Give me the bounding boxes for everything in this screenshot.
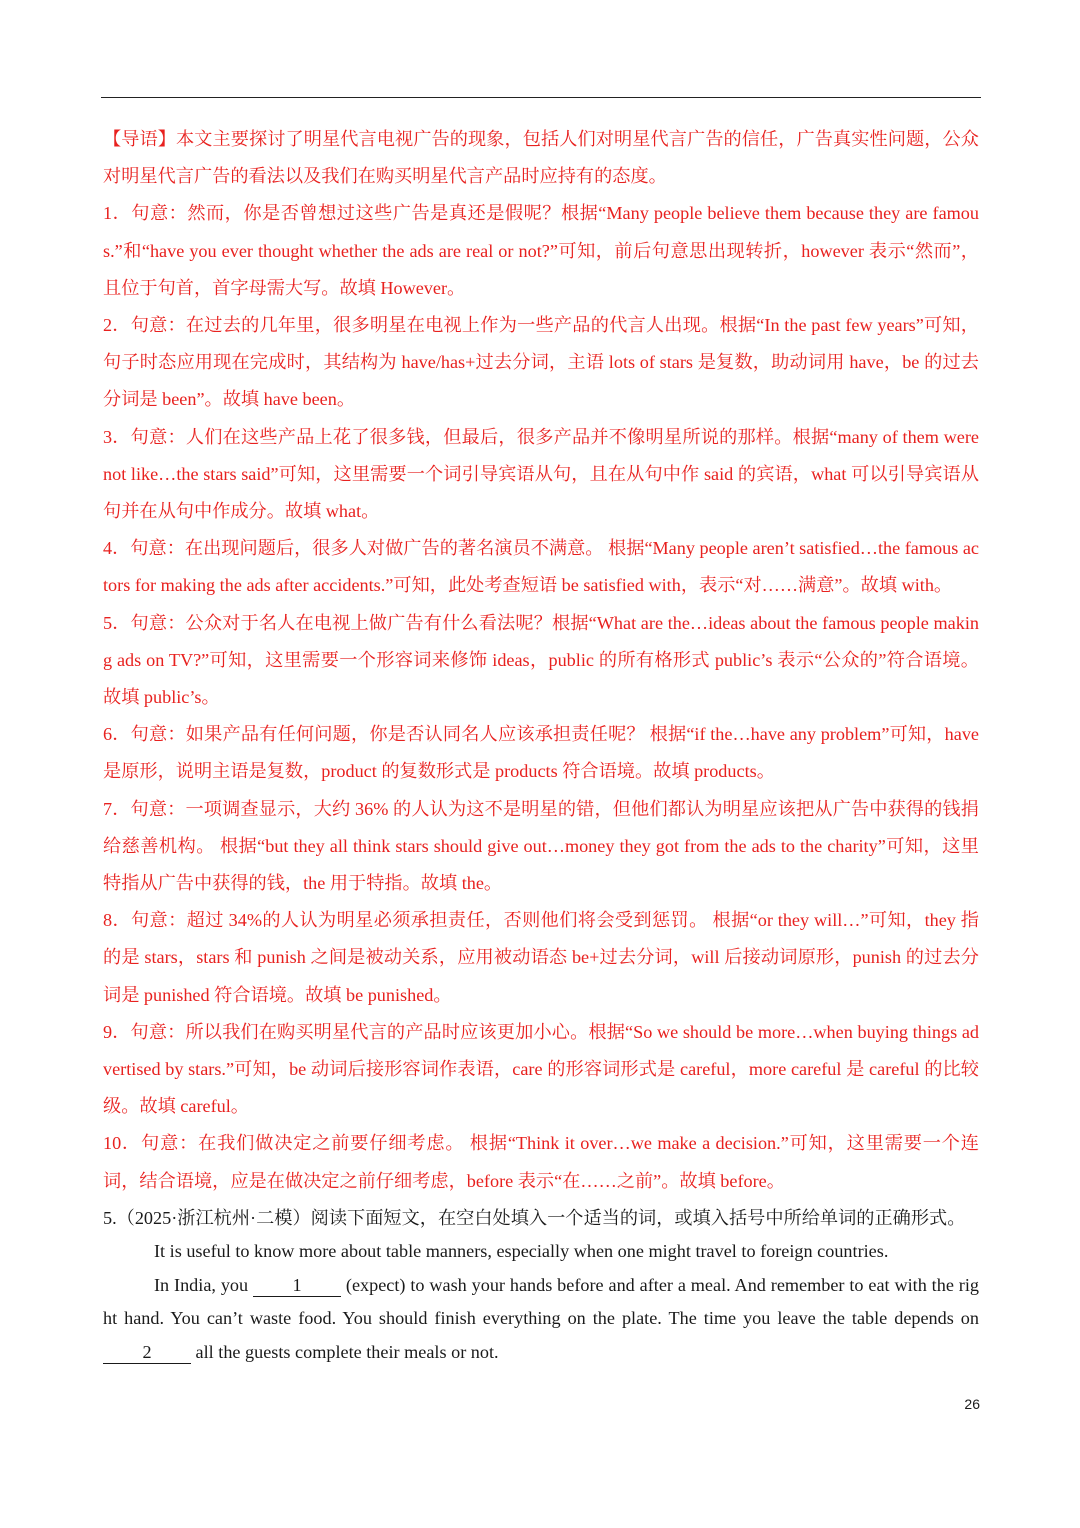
passage-text-segment: all the guests complete their meals or not.: [195, 1341, 499, 1362]
analysis-item-5: 5．句意：公众对于名人在电视上做广告有什么看法呢？根据“What are the…ideas about the famous people making ads on TV?”可知，这里需要一个形容词来修饰 ideas，public 的所有格形式 public’s 表示“公众的”符合语境。故填 public’s。: [103, 612, 979, 708]
passage-paragraph-1: It is useful to know more about table manners, especially when one might travel to foreign countries.: [154, 1241, 889, 1262]
analysis-intro: 【导语】本文主要探讨了明星代言电视广告的现象，包括人们对明星代言广告的信任，广告真实性问题，公众对明星代言广告的看法以及我们在购买明星代言产品时应持有的态度。: [103, 129, 979, 187]
blank-1[interactable]: 1: [253, 1274, 341, 1297]
analysis-item-7: 7．句意：一项调查显示，大约 36% 的人认为这不是明星的错，但他们都认为明星应该把从广告中获得的钱捐给慈善机构。 根据“but they all think stars should give out…money they got from the ads to the charity”可知，这里特指从广告中获得的钱，the 用于特指。故填 the。: [103, 798, 979, 894]
passage-text-segment: (expect) to wash your hands before and after a meal. And remember to eat with the right hand. You can’t waste food. You should finish everything on the plate. The time you leave the table depends on: [103, 1274, 979, 1329]
question-header: 5.（2025·浙江杭州·二模）阅读下面短文，在空白处填入一个适当的词，或填入括号中所给单词的正确形式。: [103, 1207, 966, 1228]
blank-2[interactable]: 2: [103, 1341, 191, 1364]
analysis-item-9: 9．句意：所以我们在购买明星代言的产品时应该更加小心。根据“So we should be more…when buying things advertised by stars.”可知，be 动词后接形容词作表语，care 的形容词形式是 careful，more careful 是 careful 的比较级。故填 careful。: [103, 1021, 979, 1117]
analysis-item-2: 2．句意：在过去的几年里，很多明星在电视上作为一些产品的代言人出现。根据“In the past few years”可知，句子时态应用现在完成时，其结构为 have/has+过去分词，主语 lots of stars 是复数，助动词用 have，be 的过去分词是 been”。故填 have been。: [103, 315, 979, 410]
passage-paragraph-2: [103, 1269, 979, 1370]
page-content: [103, 121, 979, 1369]
page-number: 26: [964, 1396, 980, 1412]
analysis-item-3: 3．句意：人们在这些产品上花了很多钱，但最后，很多产品并不像明星所说的那样。根据“many of them were not like…the stars said”可知，这里需要一个词引导宾语从句，且在从句中作 said 的宾语，what 可以引导宾语从句并在从句中作成分。故填 what。: [103, 426, 979, 522]
analysis-item-10: 10．句意：在我们做决定之前要仔细考虑。 根据“Think it over…we make a decision.”可知，这里需要一个连词，结合语境，应是在做决定之前仔细考虑，before 表示“在……之前”。故填 before。: [103, 1133, 979, 1191]
analysis-item-4: 4．句意：在出现问题后，很多人对做广告的著名演员不满意。 根据“Many people aren’t satisfied…the famous actors for making the ads after accidents.”可知，此处考查短语 be satisfied with，表示“对……满意”。故填 with。: [103, 538, 979, 596]
analysis-item-8: 8．句意：超过 34%的人认为明星必须承担责任，否则他们将会受到惩罚。 根据“or they will…”可知，they 指的是 stars，stars 和 punish 之间是被动关系，应用被动语态 be+过去分词，will 后接动词原形，punish 的过去分词是 punished 符合语境。故填 be punished。: [103, 910, 979, 1005]
analysis-item-1: 1．句意：然而，你是否曾想过这些广告是真还是假呢？根据“Many people believe them because they are famous.”和“have you ever thought whether the ads are real or not?”可知，前后句意思出现转折，however 表示“然而”，且位于句首，首字母需大写。故填 However。: [103, 203, 979, 298]
header-rule: [101, 97, 981, 98]
analysis-item-6: 6．句意：如果产品有任何问题，你是否认同名人应该承担责任呢？ 根据“if the…have any problem”可知，have 是原形，说明主语是复数，product 的复数形式是 products 符合语境。故填 products。: [103, 724, 979, 782]
passage-text-segment: In India, you: [154, 1274, 253, 1295]
